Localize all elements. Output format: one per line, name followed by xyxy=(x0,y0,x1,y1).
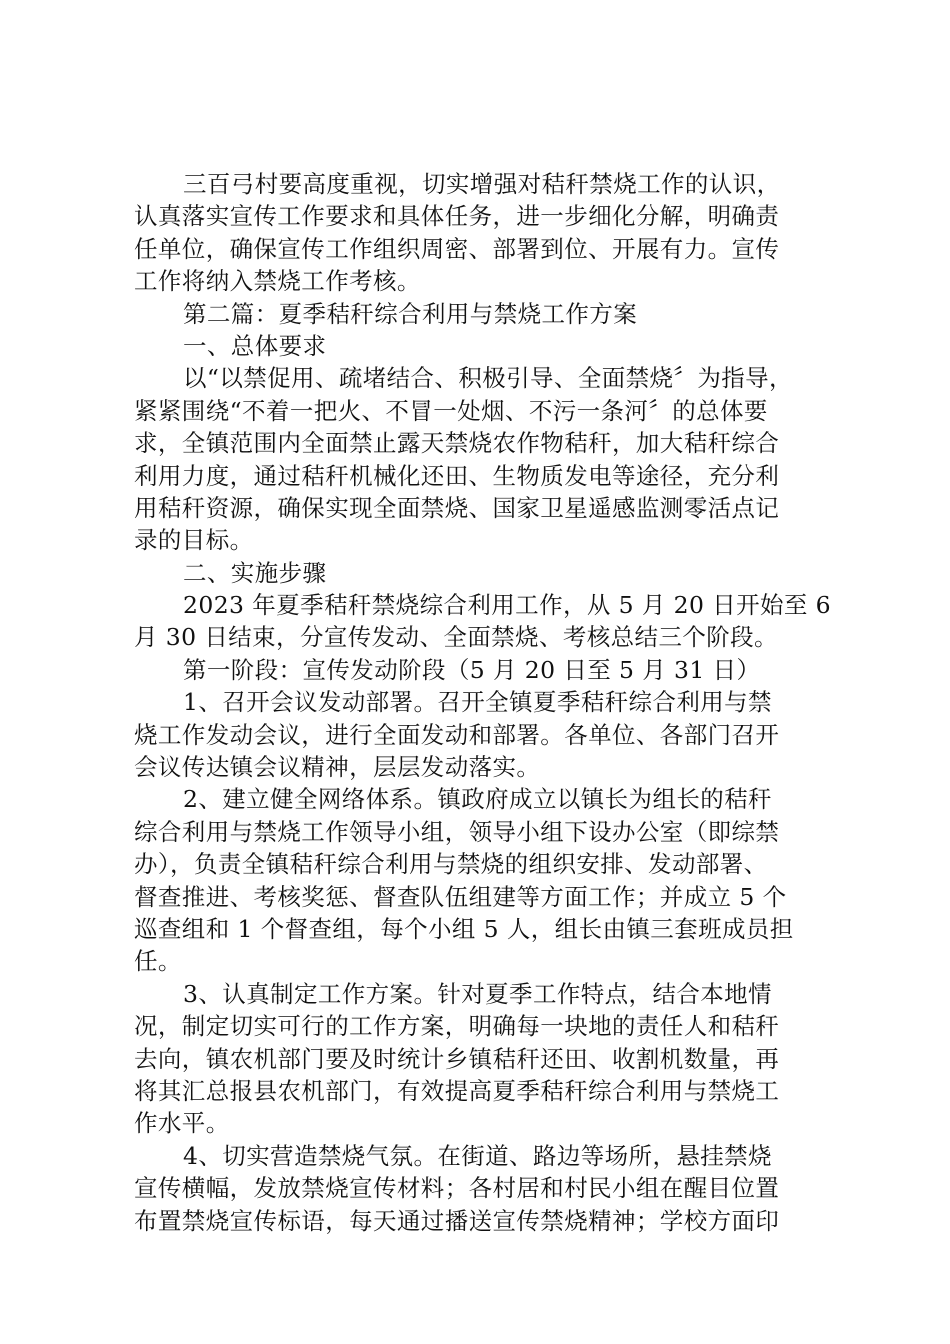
text-line: 任。 xyxy=(134,947,182,976)
text-line: 用秸秆资源，确保实现全面禁烧、国家卫星遥感监测零活点记 xyxy=(134,493,780,522)
text-line: 利用力度，通过秸秆机械化还田、生物质发电等途径，充分利 xyxy=(134,461,780,490)
subheading: 第一阶段：宣传发动阶段（5 月 20 日至 5 月 31 日） xyxy=(183,655,761,684)
text-line: 布置禁烧宣传标语，每天通过播送宣传禁烧精神；学校方面印 xyxy=(134,1206,780,1235)
text-line: 烧工作发动会议，进行全面发动和部署。各单位、各部门召开 xyxy=(134,720,780,749)
text-line: 月 30 日结束，分宣传发动、全面禁烧、考核总结三个阶段。 xyxy=(134,623,778,652)
text-line: 宣传横幅，发放禁烧宣传材料；各村居和村民小组在醒目位置 xyxy=(134,1174,780,1203)
text-line: 任单位，确保宣传工作组织周密、部署到位、开展有力。宣传 xyxy=(134,234,780,263)
text-line: 求，全镇范围内全面禁止露天禁烧农作物秸秆，加大秸秆综合 xyxy=(134,429,780,458)
text-line: 紧紧围绕“不着一把火、不冒一处烟、不污一条河〞的总体要 xyxy=(134,396,768,425)
text-line: 去向，镇农机部门要及时统计乡镇秸秆还田、收割机数量，再 xyxy=(134,1044,780,1073)
text-line: 4、切实营造禁烧气氛。在街道、路边等场所，悬挂禁烧 xyxy=(183,1141,772,1170)
document-body xyxy=(134,168,832,1237)
text-line: 3、认真制定工作方案。针对夏季工作特点，结合本地情 xyxy=(183,979,772,1008)
text-line: 作水平。 xyxy=(134,1109,230,1138)
text-line: 况，制定切实可行的工作方案，明确每一块地的责任人和秸秆 xyxy=(134,1012,780,1041)
text-line: 以“以禁促用、疏堵结合、积极引导、全面禁烧〞为指导， xyxy=(183,364,793,393)
text-line: 将其汇总报县农机部门，有效提高夏季秸秆综合利用与禁烧工 xyxy=(134,1076,780,1105)
text-line: 认真落实宣传工作要求和具体任务，进一步细化分解，明确责 xyxy=(134,202,780,231)
text-line: 办），负责全镇秸秆综合利用与禁烧的组织安排、发动部署、 xyxy=(134,850,768,879)
section-heading: 第二篇：夏季秸秆综合利用与禁烧工作方案 xyxy=(183,299,638,328)
text-line: 综合利用与禁烧工作领导小组，领导小组下设办公室（即综禁 xyxy=(134,817,780,846)
text-line: 1、召开会议发动部署。召开全镇夏季秸秆综合利用与禁 xyxy=(183,688,772,717)
text-line: 录的目标。 xyxy=(134,526,254,555)
text-line: 会议传达镇会议精神，层层发动落实。 xyxy=(134,753,541,782)
text-line: 2023 年夏季秸秆禁烧综合利用工作，从 5 月 20 日开始至 6 xyxy=(183,591,832,620)
subheading: 一、总体要求 xyxy=(183,331,327,360)
text-line: 2、建立健全网络体系。镇政府成立以镇长为组长的秸秆 xyxy=(183,785,772,814)
text-line: 督查推进、考核奖惩、督查队伍组建等方面工作；并成立 5 个 xyxy=(134,882,787,911)
text-line: 巡查组和 1 个督查组，每个小组 5 人，组长由镇三套班成员担 xyxy=(134,914,794,943)
subheading: 二、实施步骤 xyxy=(183,558,327,587)
text-line: 工作将纳入禁烧工作考核。 xyxy=(134,267,421,296)
text-line: 三百弓村要高度重视，切实增强对秸秆禁烧工作的认识， xyxy=(183,170,781,198)
